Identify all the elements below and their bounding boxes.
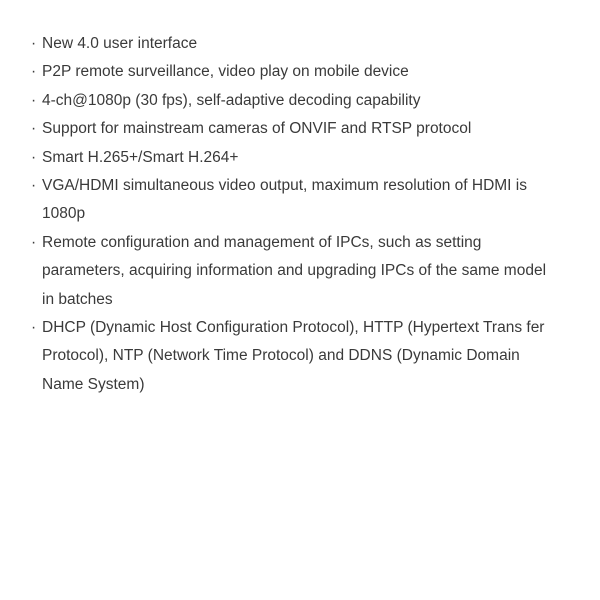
- bullet-icon: ·: [31, 233, 37, 251]
- feature-text: Smart H.265+/Smart H.264+: [42, 148, 239, 166]
- list-item: [31, 229, 561, 314]
- bullet-icon: ·: [31, 91, 37, 109]
- bullet-icon: ·: [31, 35, 37, 52]
- feature-text: VGA/HDMI simultaneous video output, maximum resolution of HDMI is 1080p: [42, 177, 527, 223]
- list-item: [31, 87, 561, 115]
- feature-text: Remote configuration and management of IPCs, such as setting parameters, acquiring information and upgrading IPCs of the same model in batches: [42, 233, 547, 308]
- list-item: [31, 115, 561, 143]
- list-item: [31, 144, 561, 172]
- bullet-icon: ·: [31, 177, 37, 195]
- list-item: [31, 58, 561, 86]
- feature-text: P2P remote surveillance, video play on mobile device: [42, 63, 409, 81]
- feature-text: New 4.0 user interface: [42, 35, 198, 52]
- bullet-icon: ·: [31, 148, 37, 166]
- feature-text: Support for mainstream cameras of ONVIF and RTSP protocol: [42, 120, 472, 138]
- list-item: [31, 30, 561, 58]
- feature-text: DHCP (Dynamic Host Configuration Protocol), HTTP (Hypertext Trans fer Protocol), NTP (Network Time Protocol) and DDNS (Dynamic Domain Name System): [42, 319, 545, 393]
- bullet-icon: ·: [31, 120, 37, 138]
- list-item: [31, 314, 561, 399]
- list-item: [31, 172, 561, 229]
- feature-list: [31, 30, 561, 399]
- bullet-icon: ·: [31, 63, 37, 81]
- bullet-icon: ·: [31, 319, 37, 337]
- feature-text: 4-ch@1080p (30 fps), self-adaptive decoding capability: [42, 91, 421, 109]
